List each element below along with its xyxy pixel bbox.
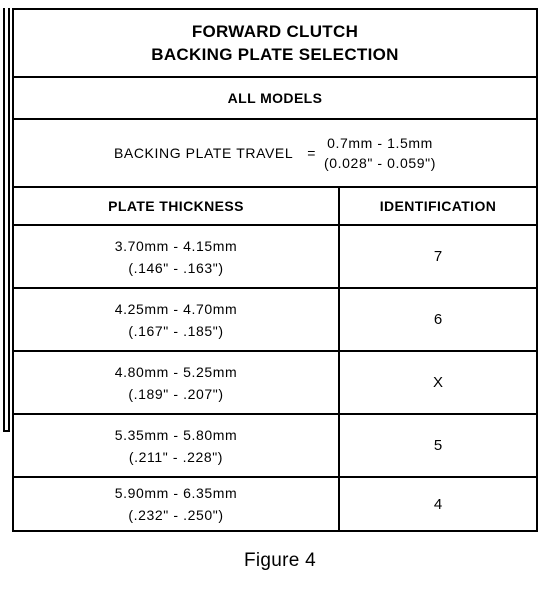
- margin-rule-outer: [3, 8, 5, 432]
- thickness-imperial: (.146" - .163"): [128, 259, 224, 276]
- thickness-imperial: (.232" - .250"): [128, 507, 224, 523]
- travel-metric: 0.7mm - 1.5mm: [327, 135, 433, 151]
- thickness-imperial: (.167" - .185"): [128, 322, 224, 339]
- header-plate-thickness: PLATE THICKNESS: [14, 188, 340, 224]
- figure-caption: Figure 4: [243, 550, 317, 571]
- table-row: [14, 415, 536, 478]
- thickness-cell: [14, 352, 340, 413]
- margin-rule-inner: [8, 8, 10, 432]
- table-title-line1: FORWARD CLUTCH: [191, 22, 359, 41]
- identification-cell: 7: [433, 248, 443, 265]
- margin-rule-tick: [3, 430, 10, 432]
- thickness-imperial: (.189" - .207"): [128, 385, 224, 402]
- thickness-cell: [14, 289, 340, 350]
- table-row: [14, 352, 536, 415]
- thickness-imperial: (.211" - .228"): [128, 448, 224, 465]
- column-header-row: [14, 188, 536, 226]
- thickness-metric: 4.25mm - 4.70mm: [114, 300, 238, 317]
- header-identification: IDENTIFICATION: [379, 198, 497, 214]
- travel-values: [324, 133, 436, 173]
- thickness-metric: 5.90mm - 6.35mm: [114, 485, 238, 501]
- backing-plate-table: [12, 8, 538, 532]
- thickness-cell: [14, 478, 340, 530]
- travel-imperial: (0.028" - 0.059"): [324, 155, 437, 171]
- identification-cell: 5: [433, 437, 443, 454]
- identification-cell: 4: [433, 495, 443, 513]
- thickness-metric: 5.35mm - 5.80mm: [114, 426, 238, 443]
- travel-label: BACKING PLATE TRAVEL: [113, 145, 294, 161]
- travel-row: [14, 120, 536, 188]
- thickness-cell: [14, 226, 340, 287]
- table-row: [14, 289, 536, 352]
- thickness-metric: 4.80mm - 5.25mm: [114, 363, 238, 380]
- table-title-row: [14, 10, 536, 78]
- table-title: [14, 10, 536, 76]
- models-row: [14, 78, 536, 120]
- models-label: ALL MODELS: [227, 90, 323, 106]
- thickness-cell: [14, 415, 340, 476]
- travel-equals: =: [307, 145, 317, 161]
- table-row: [14, 478, 536, 530]
- table-row: [14, 226, 536, 289]
- thickness-metric: 3.70mm - 4.15mm: [114, 237, 238, 254]
- travel-spec: [14, 120, 536, 186]
- table-title-line2: BACKING PLATE SELECTION: [151, 45, 399, 64]
- identification-cell: X: [432, 374, 443, 391]
- identification-cell: 6: [433, 311, 443, 328]
